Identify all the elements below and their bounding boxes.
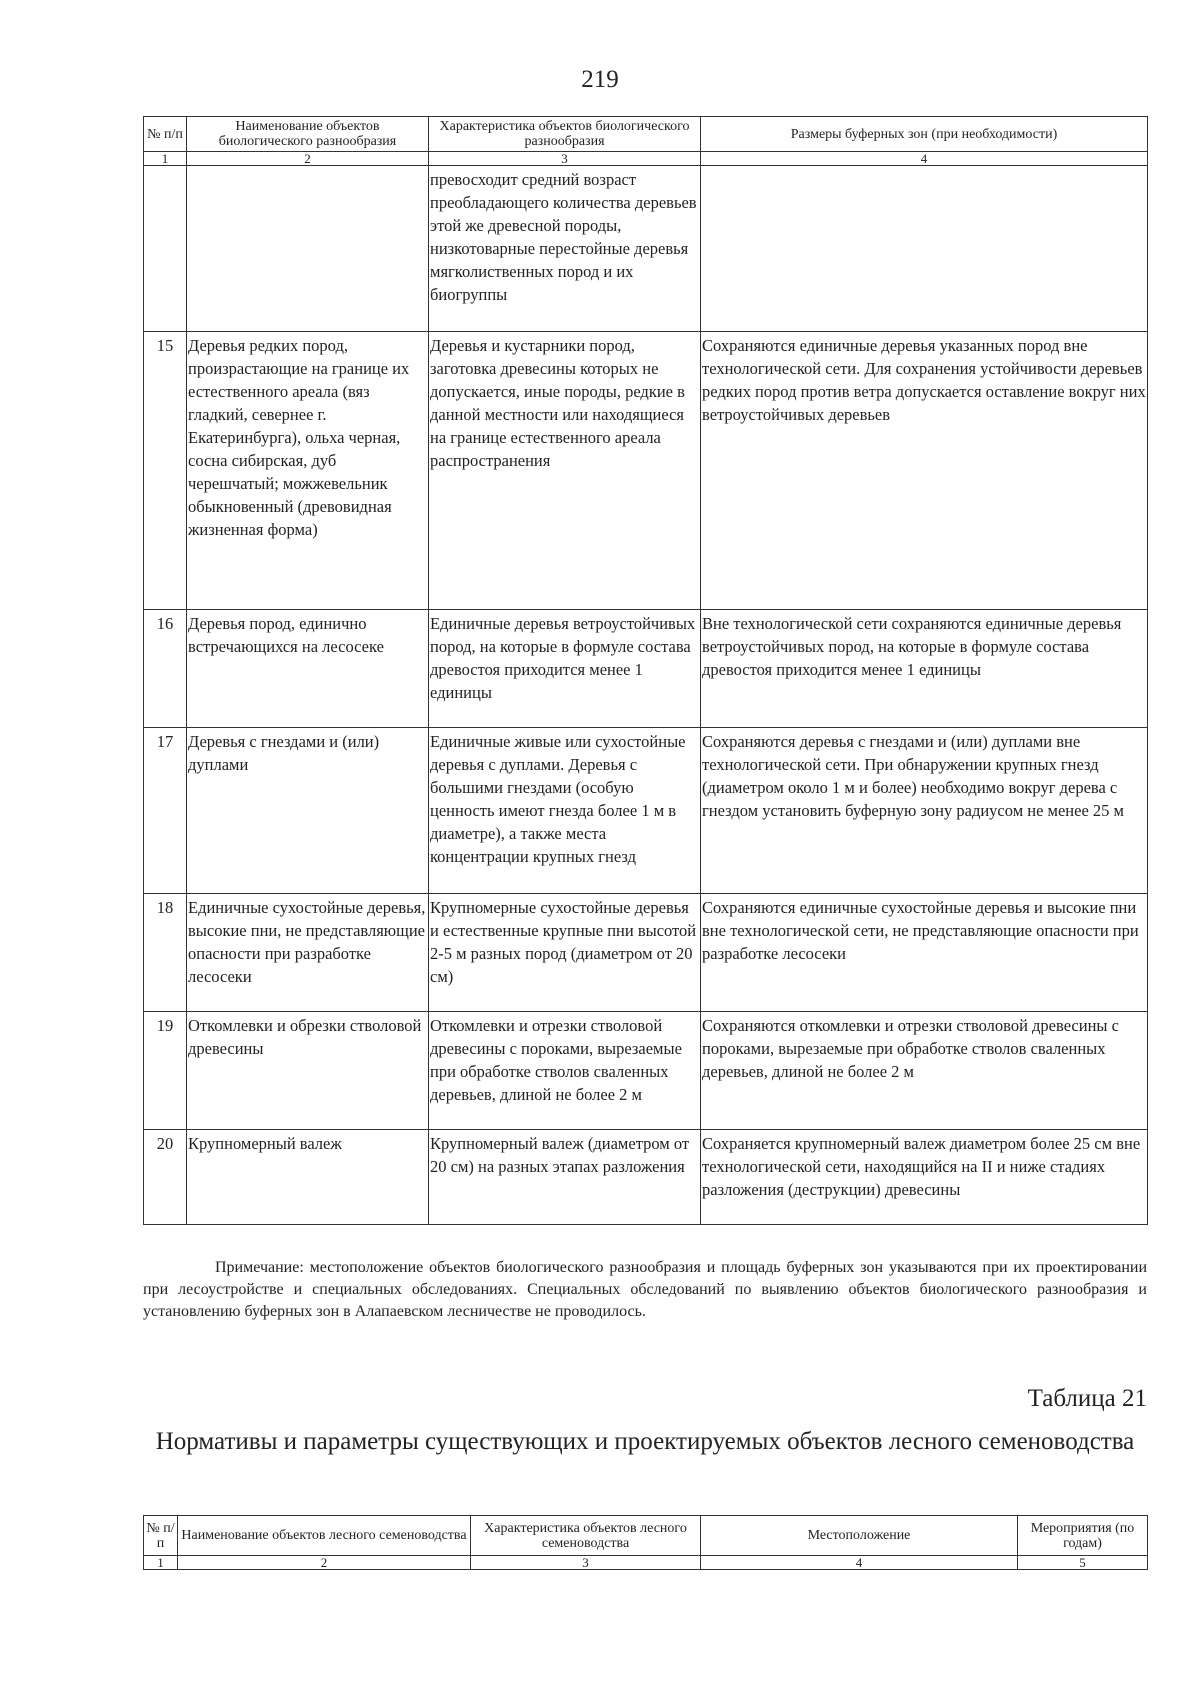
table-header-row [144,117,1148,152]
column-number-row [144,1556,1148,1570]
row-number: 20 [144,1130,187,1225]
header-activities: Мероприятия (по годам) [1018,1516,1148,1556]
row-number: 19 [144,1012,187,1130]
page-number: 219 [581,66,619,93]
object-characteristic: превосходит средний возраст преобладающего количества деревьев этой же древесной породы, низкотоварные перестойные деревья мягколиственных пород и их биогруппы [429,166,701,332]
object-characteristic: Крупномерный валеж (диаметром от 20 см) на разных этапах разложения [429,1130,701,1225]
object-name: Крупномерный валеж [187,1130,429,1225]
buffer-size: Сохраняются деревья с гнездами и (или) дуплами вне технологической сети. При обнаружении крупных гнезд (диаметром около 1 м и более) необходимо вокруг дерева с гнездом установить буферную зону радиусом не менее 25 м [701,728,1148,894]
object-name: Откомлевки и обрезки стволовой древесины [187,1012,429,1130]
buffer-size: Сохраняется крупномерный валеж диаметром более 25 см вне технологической сети, находящийся на II и ниже стадиях разложения (деструкции) древесины [701,1130,1148,1225]
header-location: Местоположение [701,1516,1018,1556]
header-number: № п/п [144,1516,178,1556]
buffer-size: Сохраняются единичные сухостойные деревья и высокие пни вне технологической сети, не представляющие опасности при разработке лесосеки [701,894,1148,1012]
header-object-name: Наименование объектов биологического разнообразия [187,117,429,152]
buffer-size: Сохраняются единичные деревья указанных пород вне технологической сети. Для сохранения устойчивости деревьев редких пород против ветра допускается оставление вокруг них ветроустойчивых деревьев [701,332,1148,610]
object-characteristic: Единичные деревья ветроустойчивых пород, на которые в формуле состава древостоя приходится менее 1 единицы [429,610,701,728]
table-row [144,166,1148,332]
table-row [144,332,1148,610]
row-number: 17 [144,728,187,894]
object-characteristic: Крупномерные сухостойные деревья и естественные крупные пни высотой 2-5 м разных пород (диаметром от 20 см) [429,894,701,1012]
header-characteristic: Характеристика объектов биологического разнообразия [429,117,701,152]
buffer-size: Вне технологической сети сохраняются единичные деревья ветроустойчивых пород, на которые в формуле состава древостоя приходится менее 1 единицы [701,610,1148,728]
column-number: 1 [144,1556,178,1570]
row-number [144,166,187,332]
buffer-size: Сохраняются откомлевки и отрезки стволовой древесины с пороками, вырезаемые при обработке стволов сваленных деревьев, длиной не более 2 м [701,1012,1148,1130]
row-number: 15 [144,332,187,610]
table-row [144,894,1148,1012]
table-row [144,1012,1148,1130]
object-characteristic: Единичные живые или сухостойные деревья с дуплами. Деревья с большими гнездами (особую ценность имеют гнезда более 1 м в диаметре), а также места концентрации крупных гнезд [429,728,701,894]
row-number: 18 [144,894,187,1012]
column-number: 2 [187,152,429,166]
column-number: 1 [144,152,187,166]
object-name: Деревья редких пород, произрастающие на границе их естественного ареала (вяз гладкий, севернее г. Екатеринбурга), ольха черная, сосна сибирская, дуб черешчатый; можжевельник обыкновенный (древовидная жизненная форма) [187,332,429,610]
buffer-size [701,166,1148,332]
column-number: 5 [1018,1556,1148,1570]
header-number: № п/п [144,117,187,152]
table-title: Нормативы и параметры существующих и проектируемых объектов лесного семеноводства [155,1428,1135,1455]
object-name: Деревья пород, единично встречающихся на лесосеке [187,610,429,728]
object-name [187,166,429,332]
table-row [144,1130,1148,1225]
seed-production-table [143,1515,1148,1570]
column-number: 3 [429,152,701,166]
table-note: Примечание: местоположение объектов биологического разнообразия и площадь буферных зон указываются при их проектировании при лесоустройстве и специальных обследованиях. Специальных обследований по выявлению объектов биологического разнообразия и установлению буферных зон в Алапаевском лесничестве не проводилось. [143,1259,1147,1320]
table-header-row [144,1516,1148,1556]
column-number-row [144,152,1148,166]
column-number: 4 [701,1556,1018,1570]
header-characteristic: Характеристика объектов лесного семеноводства [471,1516,701,1556]
table-label: Таблица 21 [1027,1385,1147,1412]
object-characteristic: Деревья и кустарники пород, заготовка древесины которых не допускается, иные породы, редкие в данной местности или находящиеся на границе естественного ареала распространения [429,332,701,610]
header-buffer-size: Размеры буферных зон (при необходимости) [701,117,1148,152]
object-name: Единичные сухостойные деревья, высокие пни, не представляющие опасности при разработке лесосеки [187,894,429,1012]
header-object-name: Наименование объектов лесного семеноводства [178,1516,471,1556]
object-characteristic: Откомлевки и отрезки стволовой древесины с пороками, вырезаемые при обработке стволов сваленных деревьев, длиной не более 2 м [429,1012,701,1130]
table-row [144,728,1148,894]
column-number: 3 [471,1556,701,1570]
column-number: 4 [701,152,1148,166]
object-name: Деревья с гнездами и (или) дуплами [187,728,429,894]
column-number: 2 [178,1556,471,1570]
table-row [144,610,1148,728]
row-number: 16 [144,610,187,728]
biodiversity-objects-table [143,116,1148,1225]
